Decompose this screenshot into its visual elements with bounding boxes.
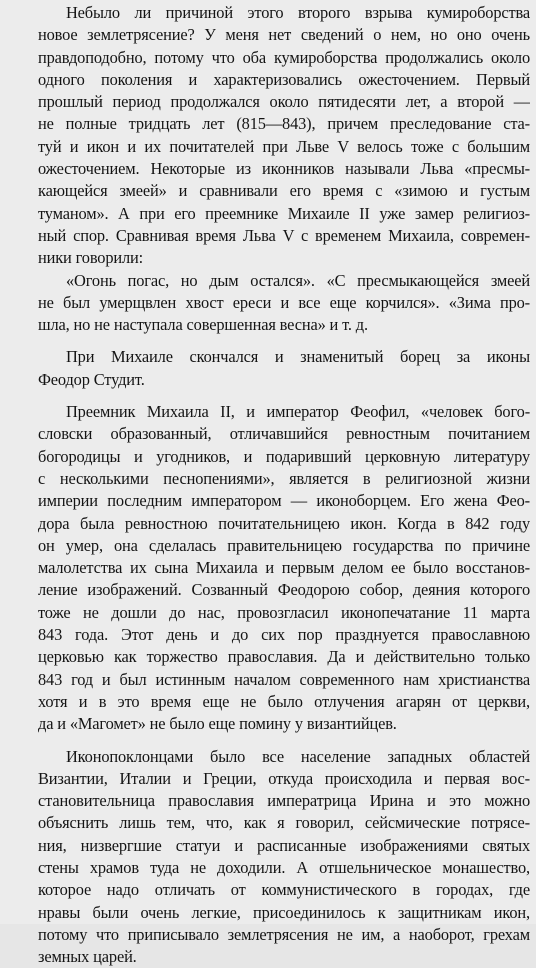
- text-line: Византии, Италии и Греции, откуда происходила и первая вос-: [10, 768, 530, 790]
- text-line: «Огонь погас, но дым остался». «С пресмыкающейся змеей: [10, 270, 530, 292]
- text-line: хотя и в это время еще не было отлучения агарян от церкви,: [10, 691, 530, 713]
- text-line: объяснить лишь тем, что, как я говорил, сейсмические потрясе-: [10, 812, 530, 834]
- text-line: ление изображений. Созванный Феодорою собор, деяния которого: [10, 579, 530, 601]
- text-line: богородицы и угодников, и подаривший церковную литературу: [10, 446, 530, 468]
- text-line: империи последним императором — иконоборцем. Его жена Фео-: [10, 490, 530, 512]
- text-line: с несколькими песнопениями», является в религиозной жизни: [10, 468, 530, 490]
- text-line: новое землетрясение? У меня нет сведений о нем, но оно очень: [10, 24, 530, 46]
- text-line: шла, но не наступала совершенная весна» и т. д.: [10, 314, 530, 336]
- text-line: земных царей.: [10, 946, 530, 968]
- text-line: словски образованный, отличавшийся ревностным почитанием: [10, 423, 530, 445]
- text-line: не полные тридцать лет (815—843), причем преследование ста-: [10, 113, 530, 135]
- text-line: дора была ревностною почитательницею икон. Когда в 842 году: [10, 513, 530, 535]
- text-line: Феодор Студит.: [10, 369, 530, 391]
- text-line: он умер, она сделалась правительницею государства по причине: [10, 535, 530, 557]
- text-line: 843 года. Этот день и до сих пор празднуется православною: [10, 624, 530, 646]
- text-line: становительница православия императрица Ирина и это можно: [10, 790, 530, 812]
- text-line: кающейся змеей» и сравнивали его время с «зимою и густым: [10, 180, 530, 202]
- text-line: да и «Магомет» не было еще помину у византийцев.: [10, 713, 530, 735]
- paragraph-4: [10, 401, 530, 735]
- text-line: прошлый период продолжался около пятидесяти лет, а второй —: [10, 91, 530, 113]
- text-line: туманом». А при его преемнике Михаиле II уже замер религиоз-: [10, 203, 530, 225]
- text-line: не был умерщвлен хвост ереси и все еще корчился». «Зима про-: [10, 292, 530, 314]
- text-line: одного поколения и характеризовались ожесточением. Первый: [10, 69, 530, 91]
- text-line: ники говорили:: [10, 247, 530, 269]
- text-line: церковью как торжество православия. Да и действительно только: [10, 646, 530, 668]
- paragraph-3: [10, 346, 530, 391]
- text-line: ный спор. Сравнивая время Льва V с временем Михаила, современ-: [10, 225, 530, 247]
- paragraph-5: [10, 746, 530, 968]
- text-line: правдоподобно, потому что оба кумироборства продолжались около: [10, 47, 530, 69]
- text-line: При Михаиле скончался и знаменитый борец за иконы: [10, 346, 530, 368]
- quote-paragraph: [10, 270, 530, 337]
- text-line: Небыло ли причиной этого второго взрыва кумироборства: [10, 2, 530, 24]
- text-line: ожесточением. Некоторые из иконников называли Льва «пресмы-: [10, 158, 530, 180]
- text-line: ния, низвергшие статуи и расписанные изображениями святых: [10, 835, 530, 857]
- text-line: которое надо отличать от коммунистического в городах, где: [10, 879, 530, 901]
- text-line: малолетства их сына Михаила и первым делом ее было восстанов-: [10, 557, 530, 579]
- text-line: потому что приписывало землетрясения не им, а наоборот, грехам: [10, 924, 530, 946]
- text-line: Преемник Михаила II, и император Феофил, «человек бого-: [10, 401, 530, 423]
- text-line: Иконопоклонцами было все население западных областей: [10, 746, 530, 768]
- text-line: нравы были очень легкие, присоединилось к защитникам икон,: [10, 902, 530, 924]
- text-line: стены храмов туда не доходили. А отшельническое монашество,: [10, 857, 530, 879]
- text-line: тоже не дошли до нас, провозгласил иконопечатание 11 марта: [10, 602, 530, 624]
- text-line: 843 год и был истинным началом современного нам христианства: [10, 669, 530, 691]
- paragraph-1: [10, 2, 530, 270]
- text-line: туй и икон и их почитателей при Льве V велось тоже с большим: [10, 136, 530, 158]
